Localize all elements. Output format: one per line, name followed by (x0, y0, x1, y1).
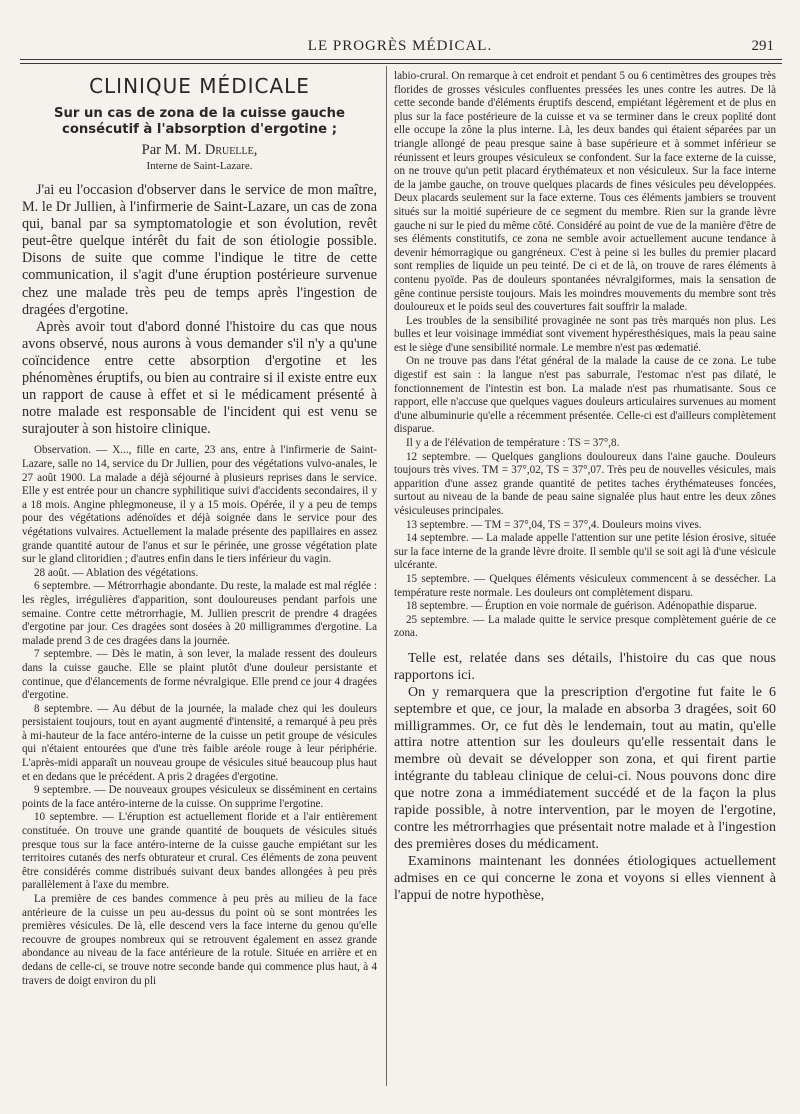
observation-paragraph: labio-crural. On remarque à cet endroit et pendant 5 ou 6 centimètres des groupes très florides de grosses vésicules confluentes pressées les unes contre les autres. De là cette seconde bande d'éléments éruptifs descend, empiétant légèrement et de plus en plus sur la face postérieure de la cuisse et va se terminer dans le creux poplité dont elle occupe la zône la plus interne. Là, les deux bandes qui étaient séparées par un triangle allongé de peau presque saine à base supérieure et à sommet inférieur se réunissent et leurs groupes vésiculeux se confondent. Sur la face externe de la cuisse, on ne trouve qu'un petit placard érythémateux et non vésiculeux. Sur la face interne de la jambe gauche, on trouve quelques placards de fines vésicules peu développées. Deux placards seulement sur la face externe. Tous ces éléments jambiers se trouvent situés sur la moitié supérieure de ce segment du membre. Rien sur la grande lèvre gauche ni sur le pied du même côté. Considéré au point de vue de la manière d'être de ses éléments constitutifs, ce zona ne semble avoir actuellement aucune tendance à devenir hémorragique ou gangréneux. C'est à peine si les bulles du premier placard sont remplies de liquide un peu teinté. De ci et de là, on trouve de rares éléments à contenu pyoïde. Pas de douleurs spontanées névralgiformes, mais la sensation de gêne continue persiste toujours. Mais les moindres mouvements du membre sont très douloureux et le poids seul des couvertures fait souffrir la malade. (394, 70, 776, 314)
observation-paragraph: Les troubles de la sensibilité provaginée ne sont pas très marqués non plus. Les bulles et leur voisinage immédiat sont vivement hypéresthésiques, mais la peau saine est le siège d'une sensibilité normale. Le membre n'est pas œdematié. (394, 314, 776, 354)
observation-paragraph: 7 septembre. — Dès le matin, à son lever, la malade ressent des douleurs dans la cuisse gauche. Elle se plaint plutôt d'une douleur persistante et continue, que d'élancements de forme névralgique. Elle prend ce jour 4 dragées d'ergotine. (22, 648, 377, 702)
observation-paragraph: Il y a de l'élévation de température : TS = 37°,8. (406, 437, 620, 450)
discussion-text (394, 651, 776, 905)
header-rule (20, 59, 782, 60)
author-affiliation: Interne de Saint-Lazare. (146, 160, 253, 172)
observation-paragraph: La première de ces bandes commence à peu près au milieu de la face antérieure de la cuisse un peu au-dessus du point où se sont montrées les premières vésicules. De là, elle descend vers la face interne du genou qu'elle recouvre de groupes nombreux qui se retrouvent également en assez grande abondance au niveau de la face antérieure de la rotule. Située en arrière et en dedans de celle-ci, se trouve notre seconde bande qui commence plus haut, à 4 travers de doigt environ du pli (22, 893, 377, 987)
section-title: CLINIQUE MÉDICALE (89, 74, 310, 98)
observation-paragraph: 9 septembre. — De nouveaux groupes vésiculeux se disséminent en certains points de la face antéro-interne de la cuisse. On supprime l'ergotine. (22, 784, 377, 810)
byline (22, 142, 377, 159)
intro-paragraph: Après avoir tout d'abord donné l'histoire du cas que nous avons observé, nous aurons à vous demander s'il n'y a qu'une coïncidence entre cette absorption d'ergotine et les phénomènes éruptifs, ou bien au contraire si il existe entre eux un rapport de cause à effet et si le médicament présenté à notre malade est responsable de l'incident qui est venu se surajouter à son histoire clinique. (22, 318, 377, 438)
article-title: Sur un cas de zona de la cuisse gauche consécutif à l'absorption d'ergotine ; (54, 106, 345, 137)
observation-paragraph: 13 septembre. — TM = 37°,04, TS = 37°,4. Douleurs moins vives. (406, 518, 702, 531)
author-name: Druelle, (204, 142, 258, 158)
intro-paragraph: J'ai eu l'occasion d'observer dans le service de mon maître, M. le Dr Jullien, à l'infirmerie de Saint-Lazare, un cas de zona qui, banal par sa symptomatologie et son évolution, revêt peut-être quelque intérêt du fait de son étiologie possible. Disons de suite que comme l'indique le titre de cette communication, il s'agit d'une éruption postérieure survenue chez une malade très peu de temps après l'ingestion de dragées d'ergotine. (22, 182, 377, 318)
observation-paragraph: 10 septembre. — L'éruption est actuellement floride et a l'air entièrement constituée. On trouve une grande quantité de bouquets de vésicules situés presque tous sur la face antéro-interne de la cuisse gauche empiétant sur les territoires cutanés des nerfs obturateur et crural. Ces éléments de zona peuvent être considérés comme distribués suivant deux bandes allongées à peu près parallèlement à l'axe du membre. (22, 811, 377, 892)
observation-paragraph: Observation. — X..., fille en carte, 23 ans, entre à l'infirmerie de Saint-Lazare, salle no 14, service du Dr Jullien, pour des végétations vulvo-anales, le 27 août 1900. La malade a déjà séjourné à plusieurs reprises dans le service. Elle y est entrée pour un chancre syphilitique suivi d'accidents secondaires, il y a 18 mois. Angine phlegmoneuse, il y a 15 mois. Opérée, il y a peu de temps pour des végétations adénoïdes et déjà soignée dans le service pour des végétations vulvaires. Actuellement la malade présente des papillaires en assez grande quantité autour de l'anus et sur le périnée, une grosse végétation plate sur le gland clitoridien ; d'autres enfin dans le tiers inférieur du vagin. (22, 444, 377, 566)
observation-paragraph: On ne trouve pas dans l'état général de la malade la cause de ce zona. Le tube digestif est sain : la langue n'est pas saburrale, l'estomac n'est pas dilaté, le fonctionnement de l'intestin est bon. La malade n'est pas rhumatisante. Sous ce rapport, elle n'accuse que quelques vagues douleurs articulaires survenues au moment d'une albuminurie qu'elle a récemment présentée. Celle-ci est d'ailleurs complètement disparue. (394, 355, 776, 436)
running-title: LE PROGRÈS MÉDICAL. (307, 38, 493, 54)
observation-paragraph: 6 septembre. — Métrorrhagie abondante. Du reste, la malade est mal réglée : les règles, irrégulières d'apparition, sont douloureuses pendant parfois une semaine. Contre cette métrorrhagie, M. Jullien prescrit de prendre 4 dragées d'ergotine par jour. Ces dragées sont dosées à 20 milligrammes d'ergotine. La malade prend 3 de ces dragées dans la journée. (22, 580, 377, 647)
header-rule-thin (20, 63, 782, 64)
observation-paragraph: 12 septembre. — Quelques ganglions douloureux dans l'aine gauche. Douleurs toujours très vives. TM = 37°,02, TS = 37°,07. Très peu de nouvelles vésicules, mais apparition d'une assez grande quantité de petites taches érythémateuses foncées, surtout au niveau de la bande de peau saine signalée plus haut entre les deux zônes vésiculeuses principales. (394, 450, 776, 517)
right-column (394, 70, 776, 1090)
observation-paragraph: 14 septembre. — La malade appelle l'attention sur une petite lésion érosive, située sur la face interne de la grande lèvre droite. Il semble qu'il se soit agi là d'une vésicule ulcérante. (394, 532, 776, 572)
discussion-paragraph: Telle est, relatée dans ses détails, l'histoire du cas que nous rapportons ici. (394, 650, 776, 683)
intro-text (22, 182, 377, 438)
observation-paragraph: 18 septembre. — Éruption en voie normale de guérison. Adénopathie disparue. (406, 600, 757, 613)
discussion-paragraph: On y remarquera que la prescription d'ergotine fut faite le 6 septembre et que, ce jour, la malade en absorba 3 dragées, soit 60 milligrammes. Or, ce fut dès le lendemain, tout au matin, qu'elle attira notre attention sur les douleurs qu'elle ressentait dans le membre où devait se développer son zona, et qui firent partie intégrante du tableau clinique de celui-ci. Nous pouvons donc dire que notre zona a immédiatement succédé et de la façon la plus rapide possible, à notre intervention, par le moyen de l'ergotine, contre les métrorrhagies que présentait notre malade et à l'ingestion des premières doses du médicament. (394, 684, 776, 852)
observation-paragraph: 28 août. — Ablation des végétations. (34, 566, 199, 579)
discussion-paragraph: Examinons maintenant les données étiologiques actuellement admises en ce qui concerne le zona et voyons si elles viennent à l'appui de notre hypothèse, (394, 853, 776, 903)
observation-paragraph: 15 septembre. — Quelques éléments vésiculeux commencent à se dessécher. La température reste normale. Les douleurs ont complètement disparu. (394, 572, 776, 599)
left-column (22, 70, 377, 1090)
observation-text (22, 444, 377, 988)
running-header (20, 34, 780, 56)
byline-prefix: Par M. M. (141, 142, 202, 158)
observation-paragraph: 8 septembre. — Au début de la journée, la malade chez qui les douleurs persistaient toujours, tout en ayant augmenté d'intensité, a remarqué à peu près à mi-hauteur de la face antéro-interne de la cuisse un petit groupe de vésicules qui n'étaient entourées que d'une très faible aréole rouge à leur périphérie. L'après-midi apparaît un nouveau groupe de vésicules situé beaucoup plus haut et en dedans que le précédent. A pris 2 dragées d'ergotine. (22, 702, 377, 783)
observation-paragraph: 25 septembre. — La malade quitte le service presque complètement guérie de ce zona. (394, 613, 776, 640)
column-separator (386, 66, 387, 1086)
page-number: 291 (751, 38, 774, 54)
observation-continued (394, 70, 776, 641)
